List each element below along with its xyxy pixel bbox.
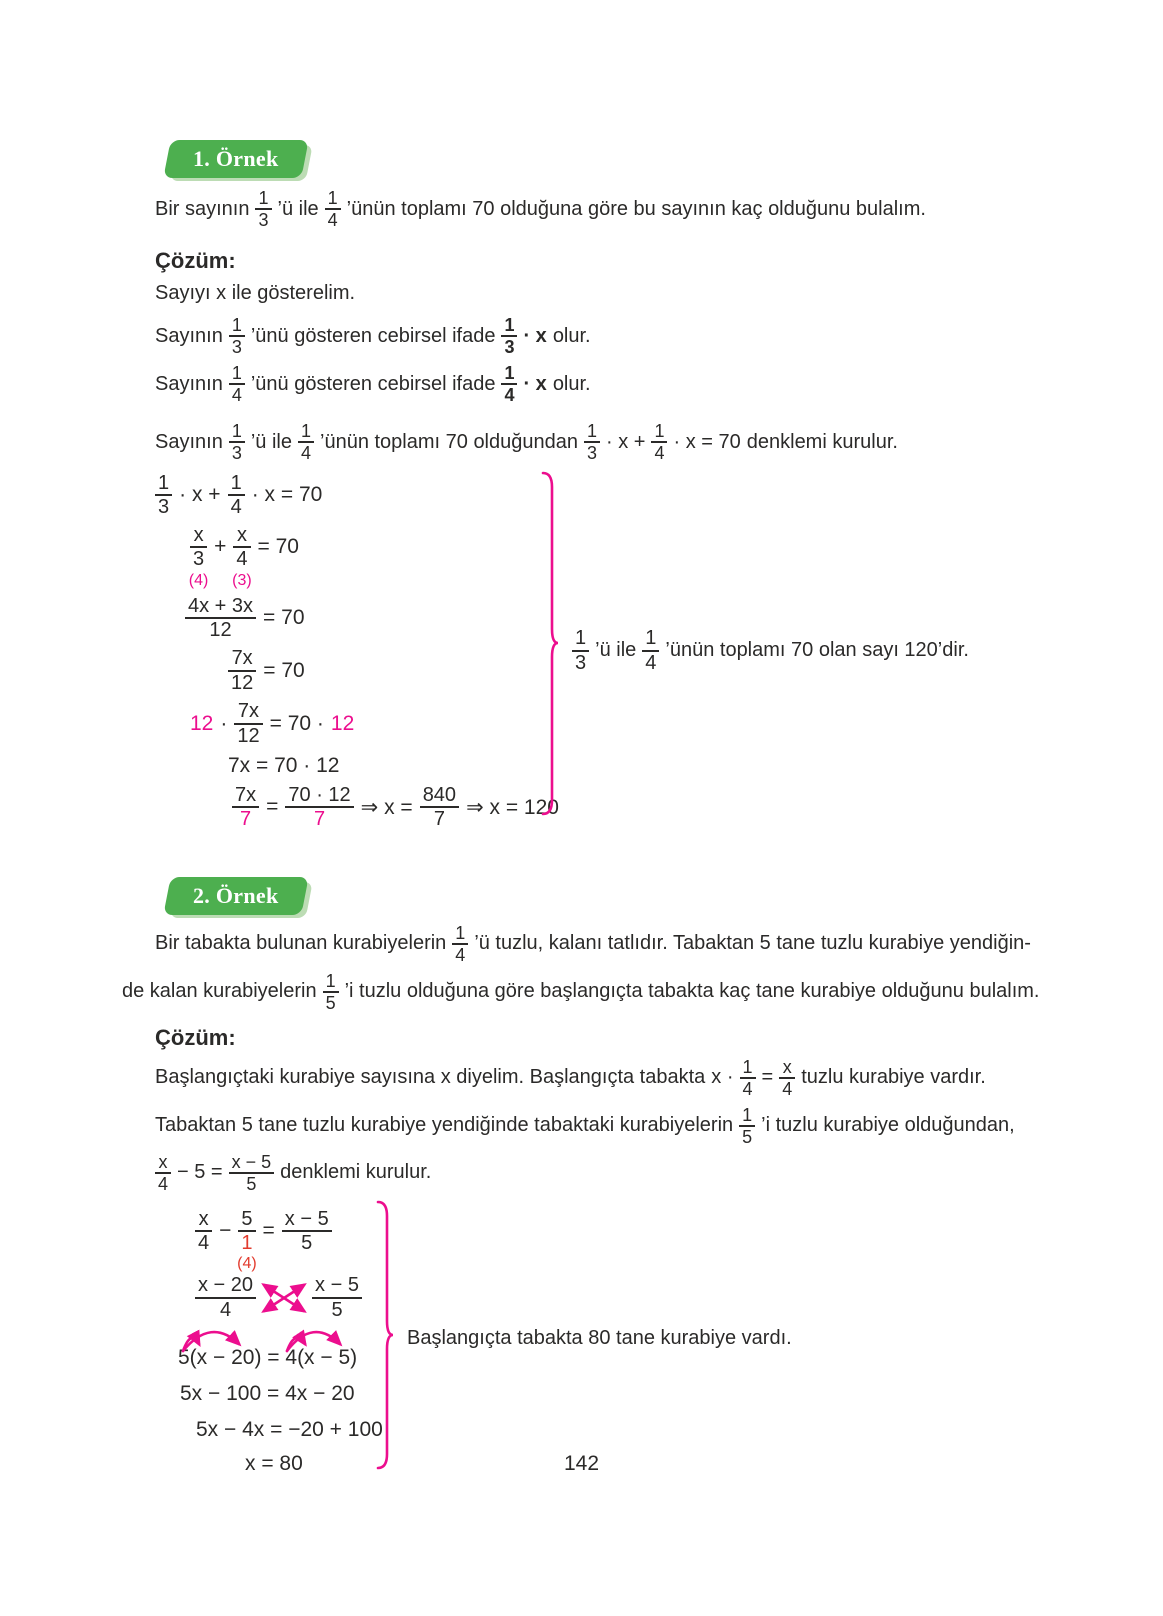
fraction	[228, 647, 256, 694]
text-fragment: · x +	[179, 483, 221, 507]
fraction-numerator: x	[158, 1151, 168, 1172]
problem-statement	[155, 186, 1103, 232]
fraction-denominator: 3	[572, 650, 589, 674]
text-fragment: de kalan kurabiyelerin	[122, 980, 317, 1003]
text-fragment: ’ü ile	[595, 639, 637, 662]
fraction-denominator: 12	[234, 723, 262, 747]
text-fragment: Başlangıçta tabakta 80 tane kurabiye vardı.	[407, 1326, 792, 1349]
fraction	[195, 1274, 256, 1321]
fraction-denominator: 4	[195, 1230, 212, 1254]
equation-group-1	[155, 471, 1103, 831]
cross-multiply-arrows-icon	[255, 1277, 313, 1319]
text-fragment: Sayının	[155, 430, 223, 453]
text-fragment: ’ü ile	[250, 430, 292, 453]
text-fragment: Başlangıçtaki kurabiye sayısına x diyelim. Başlangıçta tabakta	[155, 1066, 706, 1089]
fraction-denominator: 5	[323, 991, 339, 1013]
example-badge-label: 1. Örnek	[193, 146, 279, 171]
fraction-numerator: 1	[455, 922, 466, 943]
text-fragment: x = 80	[245, 1452, 303, 1476]
fraction-numerator: 1	[504, 314, 515, 335]
fraction-denominator: 4	[155, 1172, 171, 1194]
fraction	[229, 1152, 275, 1194]
fraction	[420, 784, 459, 831]
equation-row	[196, 1417, 383, 1443]
equation-row	[155, 472, 540, 519]
fraction	[155, 1152, 171, 1194]
fraction-numerator: 1	[258, 187, 269, 208]
fraction-denominator: 5	[229, 1172, 275, 1194]
fraction	[584, 421, 600, 463]
fraction	[155, 472, 172, 519]
fraction	[452, 923, 468, 965]
fraction-denominator: 7	[232, 806, 259, 830]
fraction-denominator: 5	[312, 1297, 362, 1321]
text-fragment: Sayının	[155, 372, 223, 395]
fraction-denominator: 3	[190, 546, 207, 570]
fraction	[255, 188, 271, 230]
fraction	[195, 1208, 212, 1255]
fraction-denominator: 5	[739, 1125, 755, 1147]
fraction-denominator: 3	[229, 441, 245, 463]
fraction	[501, 363, 517, 405]
solution-step	[155, 313, 1103, 359]
text-fragment: Sayıyı x ile gösterelim.	[155, 282, 356, 304]
fraction-denominator: 4	[740, 1077, 756, 1099]
fraction-numerator: 7x	[231, 647, 253, 670]
fraction-denominator: 12	[228, 670, 256, 694]
fraction-denominator: 4	[325, 208, 341, 230]
fraction-numerator: x − 20	[198, 1274, 254, 1297]
fraction-denominator: 4	[229, 383, 245, 405]
fraction-numerator: 7x	[235, 783, 257, 806]
fraction-numerator: 1	[231, 420, 242, 441]
equation-row	[232, 783, 559, 831]
text-fragment: ’ünün toplamı 70 olduğundan	[320, 430, 578, 453]
result-annotation	[572, 627, 969, 674]
example-2-section	[122, 831, 1103, 1478]
text-fragment: =	[761, 1066, 774, 1089]
equation-row	[185, 595, 540, 642]
text-fragment: · x +	[606, 430, 646, 453]
fraction	[232, 523, 252, 589]
text-fragment: ’i tuzlu olduğuna göre başlangıçta tabakta kaç tane kurabiye olduğunu bulalım.	[344, 980, 1040, 1003]
text-fragment: 7x = 70 · 12	[228, 753, 340, 777]
fraction	[642, 627, 659, 674]
text-fragment: ⇒ x = 120	[466, 795, 559, 819]
solution-step	[155, 1150, 1103, 1196]
fraction	[325, 188, 341, 230]
example-1-section	[155, 140, 1103, 831]
text-fragment: = 70	[257, 535, 299, 559]
fraction-numerator: 4x + 3x	[188, 594, 254, 617]
fraction-denominator: 4	[779, 1077, 795, 1099]
text-fragment: olur.	[552, 372, 591, 395]
fraction	[282, 1208, 332, 1255]
problem-statement	[155, 921, 1103, 967]
fraction	[298, 421, 314, 463]
equation-row	[195, 1274, 375, 1321]
text-fragment: Sayının	[155, 324, 223, 347]
equation-row	[190, 700, 540, 747]
solution-step	[155, 361, 1103, 407]
fraction-numerator: 70 · 12	[288, 783, 351, 806]
example-2-badge	[163, 877, 308, 915]
fraction-denominator: 1	[238, 1230, 255, 1254]
fraction	[323, 971, 339, 1013]
fraction-denominator: 7	[420, 806, 459, 830]
result-annotation	[407, 1327, 792, 1350]
text-fragment: Bir tabakta bulunan kurabiyelerin	[155, 932, 447, 955]
fraction-denominator: 3	[255, 208, 271, 230]
fraction-numerator: 840	[422, 783, 457, 806]
fraction-denominator: 4	[452, 943, 468, 965]
text-fragment: ’ü ile	[277, 197, 319, 220]
multiplier-annotation: (3)	[232, 571, 252, 589]
fraction-numerator: x	[198, 1207, 209, 1230]
fraction-denominator: 3	[229, 335, 245, 357]
fraction-denominator: 4	[642, 650, 659, 674]
fraction	[237, 1207, 257, 1273]
fraction-denominator: 3	[501, 335, 517, 357]
fraction-numerator: 1	[645, 627, 657, 650]
example-badge-label: 2. Örnek	[193, 882, 279, 908]
fraction-numerator: 1	[654, 420, 665, 441]
algebraic-expression	[501, 315, 546, 357]
fraction-denominator: 7	[285, 806, 353, 830]
solution-step	[155, 282, 1103, 305]
text-fragment: ⇒ x =	[360, 795, 413, 819]
fraction-numerator: 1	[325, 970, 336, 991]
solution-heading: Çözüm:	[155, 248, 236, 273]
equation-row	[228, 753, 540, 779]
multiplier-value: 12	[330, 711, 355, 735]
fraction-numerator: x − 5	[315, 1274, 359, 1297]
fraction	[229, 315, 245, 357]
text-fragment: x ·	[711, 1066, 734, 1089]
fraction-numerator: 1	[575, 627, 587, 650]
equation-column	[155, 1200, 383, 1478]
text-fragment: denklemi kurulur.	[280, 1161, 432, 1184]
solution-step	[155, 419, 1103, 465]
text-fragment: ’ünün toplamı 70 olduğuna göre bu sayının kaç olduğunu bulalım.	[346, 197, 926, 220]
text-fragment: · x	[523, 324, 547, 347]
fraction-numerator: x − 5	[231, 1151, 272, 1172]
text-fragment: ·	[220, 711, 228, 735]
fraction-numerator: 1	[504, 362, 515, 383]
fraction-numerator: x	[236, 523, 247, 546]
fraction	[188, 523, 209, 589]
fraction-numerator: 1	[327, 187, 338, 208]
fraction-denominator: 4	[501, 383, 517, 405]
multiplier-annotation: (4)	[237, 1255, 257, 1273]
text-fragment: =	[262, 1219, 275, 1243]
problem-statement	[122, 969, 1103, 1015]
equation-row	[195, 1207, 375, 1273]
equation-row	[180, 1381, 375, 1407]
equation-group-2	[155, 1200, 1103, 1478]
fraction-numerator: 1	[742, 1056, 753, 1077]
fraction-denominator: 4	[228, 494, 245, 518]
text-fragment: −	[219, 1219, 232, 1243]
fraction-numerator: 1	[231, 314, 242, 335]
solution-step	[155, 1055, 1103, 1101]
text-fragment: = 70	[263, 605, 305, 629]
text-fragment: · x = 70	[673, 430, 741, 453]
solution-step	[155, 1103, 1103, 1149]
fraction	[312, 1274, 362, 1321]
fraction-numerator: 1	[158, 472, 170, 494]
fraction	[651, 421, 667, 463]
example-1-badge	[163, 140, 308, 178]
page-number: 142	[563, 1452, 600, 1475]
fraction	[185, 595, 256, 642]
equation-row	[188, 523, 540, 589]
text-fragment: 5(x − 20) = 4(x − 5)	[178, 1346, 358, 1370]
fraction-denominator: 4	[651, 441, 667, 463]
text-fragment: 5x − 4x = −20 + 100	[196, 1418, 383, 1442]
equation-column	[155, 471, 559, 831]
algebraic-expression	[501, 363, 546, 405]
text-fragment: · x	[523, 372, 547, 395]
multiplier-annotation: (4)	[188, 571, 209, 589]
text-fragment: ’i tuzlu kurabiye olduğundan,	[761, 1114, 1015, 1137]
fraction-numerator: 5	[241, 1207, 253, 1230]
text-fragment: =	[266, 795, 279, 819]
text-fragment: ’ünün toplamı 70 olan sayı 120’dir.	[665, 639, 969, 662]
fraction	[501, 315, 517, 357]
fraction	[234, 700, 262, 747]
fraction-numerator: 7x	[237, 700, 260, 723]
fraction-numerator: 1	[587, 420, 598, 441]
fraction-numerator: x	[193, 523, 204, 546]
fraction-numerator: 1	[231, 362, 242, 383]
solution-heading: Çözüm:	[155, 1024, 236, 1050]
fraction-denominator: 3	[155, 494, 172, 518]
fraction-denominator: 4	[195, 1297, 256, 1321]
fraction-denominator: 4	[298, 441, 314, 463]
text-fragment: ’ünü gösteren cebirsel ifade	[250, 372, 496, 395]
text-fragment: olur.	[552, 324, 591, 347]
text-fragment: ’ü tuzlu, kalanı tatlıdır. Tabaktan 5 tane tuzlu kurabiye yendiğin-	[474, 932, 1031, 955]
fraction	[740, 1057, 756, 1099]
text-fragment: denklemi kurulur.	[746, 430, 898, 453]
multiplier-value: 12	[190, 711, 214, 735]
fraction	[229, 363, 245, 405]
fraction	[779, 1057, 795, 1099]
brace-icon	[540, 471, 560, 816]
text-fragment: = 70	[263, 658, 305, 682]
fraction	[285, 784, 353, 831]
text-fragment: 5x − 100 = 4x − 20	[180, 1382, 355, 1406]
fraction-denominator: 12	[185, 617, 256, 641]
text-fragment: = 70 ·	[269, 711, 324, 735]
fraction-numerator: 1	[300, 420, 311, 441]
fraction	[232, 784, 259, 831]
fraction	[229, 421, 245, 463]
fraction-denominator: 5	[282, 1230, 332, 1254]
text-fragment: · x = 70	[251, 483, 323, 507]
equation-row	[178, 1345, 375, 1371]
fraction-numerator: x	[782, 1056, 792, 1077]
equation-row	[228, 647, 540, 694]
text-fragment: +	[214, 535, 227, 559]
brace-icon	[375, 1200, 395, 1470]
fraction	[228, 472, 245, 519]
fraction	[739, 1105, 755, 1147]
fraction-numerator: 1	[742, 1104, 753, 1125]
text-fragment: − 5 =	[177, 1161, 223, 1184]
fraction-numerator: 1	[230, 472, 242, 494]
text-fragment: tuzlu kurabiye vardır.	[801, 1066, 986, 1089]
fraction-denominator: 4	[233, 546, 250, 570]
fraction-numerator: x − 5	[284, 1207, 329, 1230]
fraction-denominator: 3	[584, 441, 600, 463]
text-fragment: Tabaktan 5 tane tuzlu kurabiye yendiğinde tabaktaki kurabiyelerin	[155, 1114, 734, 1137]
text-fragment: ’ünü gösteren cebirsel ifade	[250, 324, 496, 347]
text-fragment: Bir sayının	[155, 197, 250, 220]
fraction	[572, 627, 589, 674]
